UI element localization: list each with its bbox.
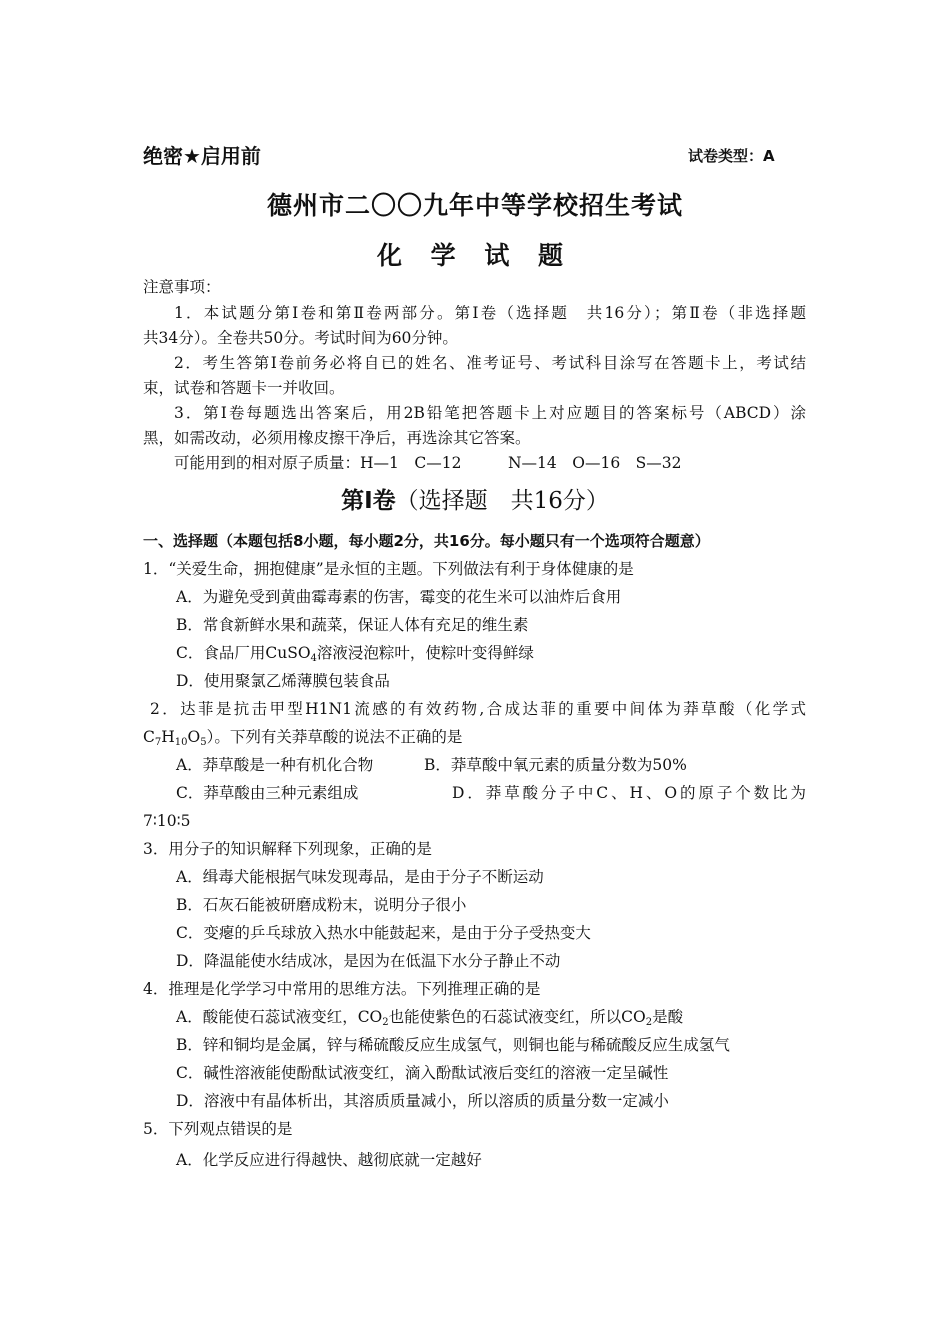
q5-option-a: A．化学反应进行得越快、越彻底就一定越好 [176, 1151, 482, 1169]
section-label: 第Ⅰ卷 [341, 488, 396, 514]
paper-type-label: 试卷类型：A [688, 147, 775, 165]
section-detail: （选择题 共16分） [395, 488, 609, 514]
section-title [0, 482, 950, 515]
q4-stem: 4．推理是化学学习中常用的思维方法。下列推理正确的是 [143, 980, 541, 998]
q4-option-a: A．酸能使石蕊试液变红，$CO_2$也能使紫色的石蕊试液变红，所以$CO_2$是酸 [176, 1008, 684, 1028]
exam-title: 德州市二〇〇九年中等学校招生考试 [266, 191, 683, 220]
q4-option-d: D．溶液中有晶体析出，其溶质质量减小，所以溶质的质量分数一定减小 [176, 1092, 669, 1110]
q4-option-b: B．锌和铜均是金属，锌与稀硫酸反应生成氢气，则铜也能与稀硫酸反应生成氢气 [176, 1036, 730, 1054]
q2-option-c: C．莽草酸由三种元素组成 [176, 784, 359, 802]
q3-option-d: D．降温能使水结成冰，是因为在低温下水分子静止不动 [176, 952, 561, 970]
part1-heading: 一、选择题（本题包括8小题，每小题2分，共16分。每小题只有一个选项符合题意） [143, 532, 710, 550]
subject-title: 化 学 试 题 [376, 241, 574, 270]
note-1-line-1: 1．本试题分第Ⅰ卷和第Ⅱ卷两部分。第Ⅰ卷（选择题 共16分）；第Ⅱ卷（非选择题 [174, 304, 806, 322]
q1-option-b: B．常食新鲜水果和蔬菜，保证人体有充足的维生素 [176, 616, 529, 634]
atomic-mass-line: 可能用到的相对原子质量：H—1 C—12 N—14 O—16 S—32 [174, 454, 682, 472]
q3-option-c: C．变瘪的乒乓球放入热水中能鼓起来，是由于分子受热变大 [176, 924, 591, 942]
q1-option-d: D．使用聚氯乙烯薄膜包装食品 [176, 672, 390, 690]
q2-stem-line-2: $C_7H_{10}O_5$）。下列有关莽草酸的说法不正确的是 [143, 728, 463, 748]
q3-option-a: A．缉毒犬能根据气味发现毒品，是由于分子不断运动 [176, 868, 544, 886]
confidential-label: 绝密★启用前 [143, 144, 261, 168]
note-1-line-2: 共34分）。全卷共50分。考试时间为60分钟。 [143, 329, 458, 347]
q1-stem: 1．“关爱生命，拥抱健康”是永恒的主题。下列做法有利于身体健康的是 [143, 560, 634, 578]
note-3-line-2: 黑，如需改动，必须用橡皮擦干净后，再选涂其它答案。 [143, 429, 531, 447]
q5-stem: 5．下列观点错误的是 [143, 1120, 293, 1138]
q1-option-c: C．食品厂用CuSO$_4$溶液浸泡粽叶，使粽叶变得鲜绿 [176, 644, 534, 664]
q3-option-b: B．石灰石能被研磨成粉末，说明分子很小 [176, 896, 467, 914]
note-2-line-1: 2．考生答第Ⅰ卷前务必将自已的姓名、准考证号、考试科目涂写在答题卡上，考试结 [174, 354, 806, 372]
note-3-line-1: 3．第Ⅰ卷每题选出答案后，用2B铅笔把答题卡上对应题目的答案标号（ABCD）涂 [174, 404, 806, 422]
note-2-line-2: 束，试卷和答题卡一并收回。 [143, 379, 345, 397]
q3-stem: 3．用分子的知识解释下列现象，正确的是 [143, 840, 432, 858]
q2-option-b: B．莽草酸中氧元素的质量分数为50% [424, 756, 687, 774]
q2-option-d: D．莽草酸分子中C、H、O的原子个数比为 [452, 784, 806, 802]
q2-stem-line-1: 2．达菲是抗击甲型H1N1流感的有效药物,合成达菲的重要中间体为莽草酸（化学式 [150, 700, 806, 718]
notes-heading: 注意事项： [143, 278, 221, 296]
q2-option-d-cont: 7∶10∶5 [143, 812, 191, 830]
q2-option-a: A．莽草酸是一种有机化合物 [176, 756, 374, 774]
q1-option-a: A．为避免受到黄曲霉毒素的伤害，霉变的花生米可以油炸后食用 [176, 588, 622, 606]
q4-option-c: C．碱性溶液能使酚酞试液变红，滴入酚酞试液后变红的溶液一定呈碱性 [176, 1064, 669, 1082]
